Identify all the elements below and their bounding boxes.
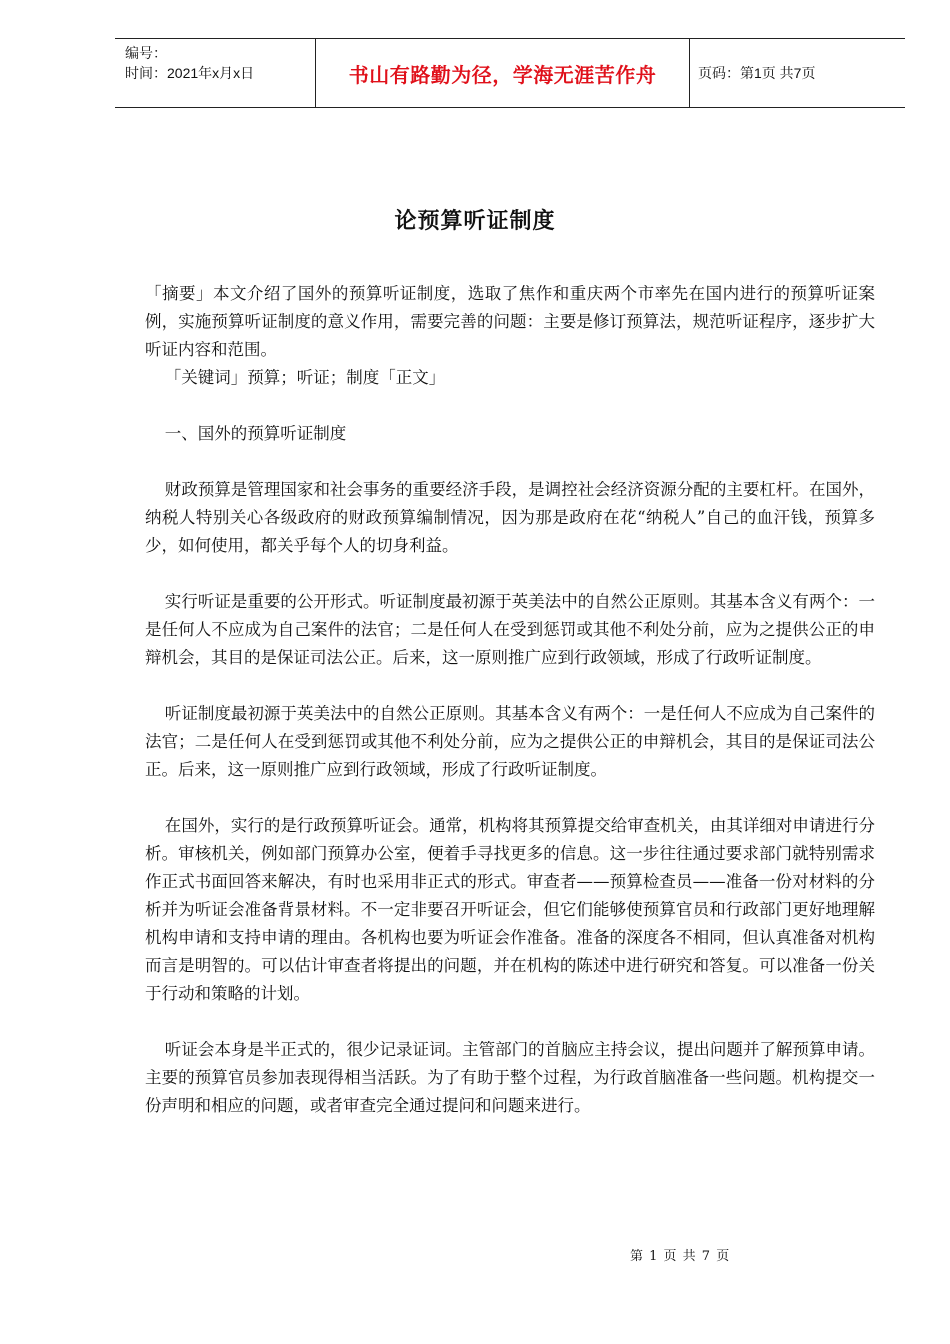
header-motto: 书山有路勤为径，学海无涯苦作舟 bbox=[315, 39, 690, 107]
paragraph: 听证会本身是半正式的，很少记录证词。主管部门的首脑应主持会议，提出问题并了解预算申请。主要的预算官员参加表现得相当活跃。为了有助于整个过程，为行政首脑准备一些问题。机构提交一份声明和相应的问题，或者审查完全通过提问和问题来进行。 bbox=[145, 1040, 875, 1115]
paragraph: 财政预算是管理国家和社会事务的重要经济手段，是调控社会经济资源分配的主要杠杆。在国外，纳税人特别关心各级政府的财政预算编制情况，因为那是政府在花“纳税人”自己的血汗钱，预算多少，如何使用，都关乎每个人的切身利益。 bbox=[145, 480, 875, 555]
header-table bbox=[115, 38, 905, 108]
spacer bbox=[145, 672, 875, 700]
page-footer: 第 1 页 共 7 页 bbox=[630, 1249, 731, 1264]
spacer bbox=[145, 784, 875, 812]
paragraph: 在国外，实行的是行政预算听证会。通常，机构将其预算提交给审查机关，由其详细对申请进行分析。审核机关，例如部门预算办公室，便着手寻找更多的信息。这一步往往通过要求部门就特别需求作正式书面回答来解决，有时也采用非正式的形式。审查者——预算检查员——准备一份对材料的分析并为听证会准备背景材料。不一定非要召开听证会，但它们能够使预算官员和行政部门更好地理解机构申请和支持申请的理由。各机构也要为听证会作准备。准备的深度各不相同，但认真准备对机构而言是明智的。可以估计审查者将提出的问题，并在机构的陈述中进行研究和答复。可以准备一份关于行动和策略的计划。 bbox=[145, 816, 875, 1003]
document-body bbox=[145, 280, 875, 1120]
abstract: 「摘要」本文介绍了国外的预算听证制度，选取了焦作和重庆两个市率先在国内进行的预算听证案例，实施预算听证制度的意义作用，需要完善的问题：主要是修订预算法，规范听证程序，逐步扩大听证内容和范围。 bbox=[145, 284, 875, 359]
spacer bbox=[145, 448, 875, 476]
section-heading: 一、国外的预算听证制度 bbox=[164, 424, 347, 443]
spacer bbox=[145, 560, 875, 588]
document-title: 论预算听证制度 bbox=[394, 209, 556, 234]
header-meta bbox=[115, 39, 315, 107]
paragraph: 听证制度最初源于英美法中的自然公正原则。其基本含义有两个：一是任何人不应成为自己案件的法官；二是任何人在受到惩罚或其他不利处分前，应为之提供公正的申辩机会，其目的是保证司法公正。后来，这一原则推广应到行政领域，形成了行政听证制度。 bbox=[145, 704, 875, 779]
header-page-info: 页码：第1页 共7页 bbox=[698, 65, 816, 81]
spacer bbox=[145, 1008, 875, 1036]
spacer bbox=[145, 392, 875, 420]
paragraph: 实行听证是重要的公开形式。听证制度最初源于英美法中的自然公正原则。其基本含义有两个：一是任何人不应成为自己案件的法官；二是任何人在受到惩罚或其他不利处分前，应为之提供公正的申辩机会，其目的是保证司法公正。后来，这一原则推广应到行政领域，形成了行政听证制度。 bbox=[145, 592, 875, 667]
time-label: 时间：2021年x月x日 bbox=[125, 65, 255, 81]
number-label: 编号： bbox=[125, 45, 167, 61]
keywords: 「关键词」预算；听证；制度「正文」 bbox=[164, 368, 446, 387]
